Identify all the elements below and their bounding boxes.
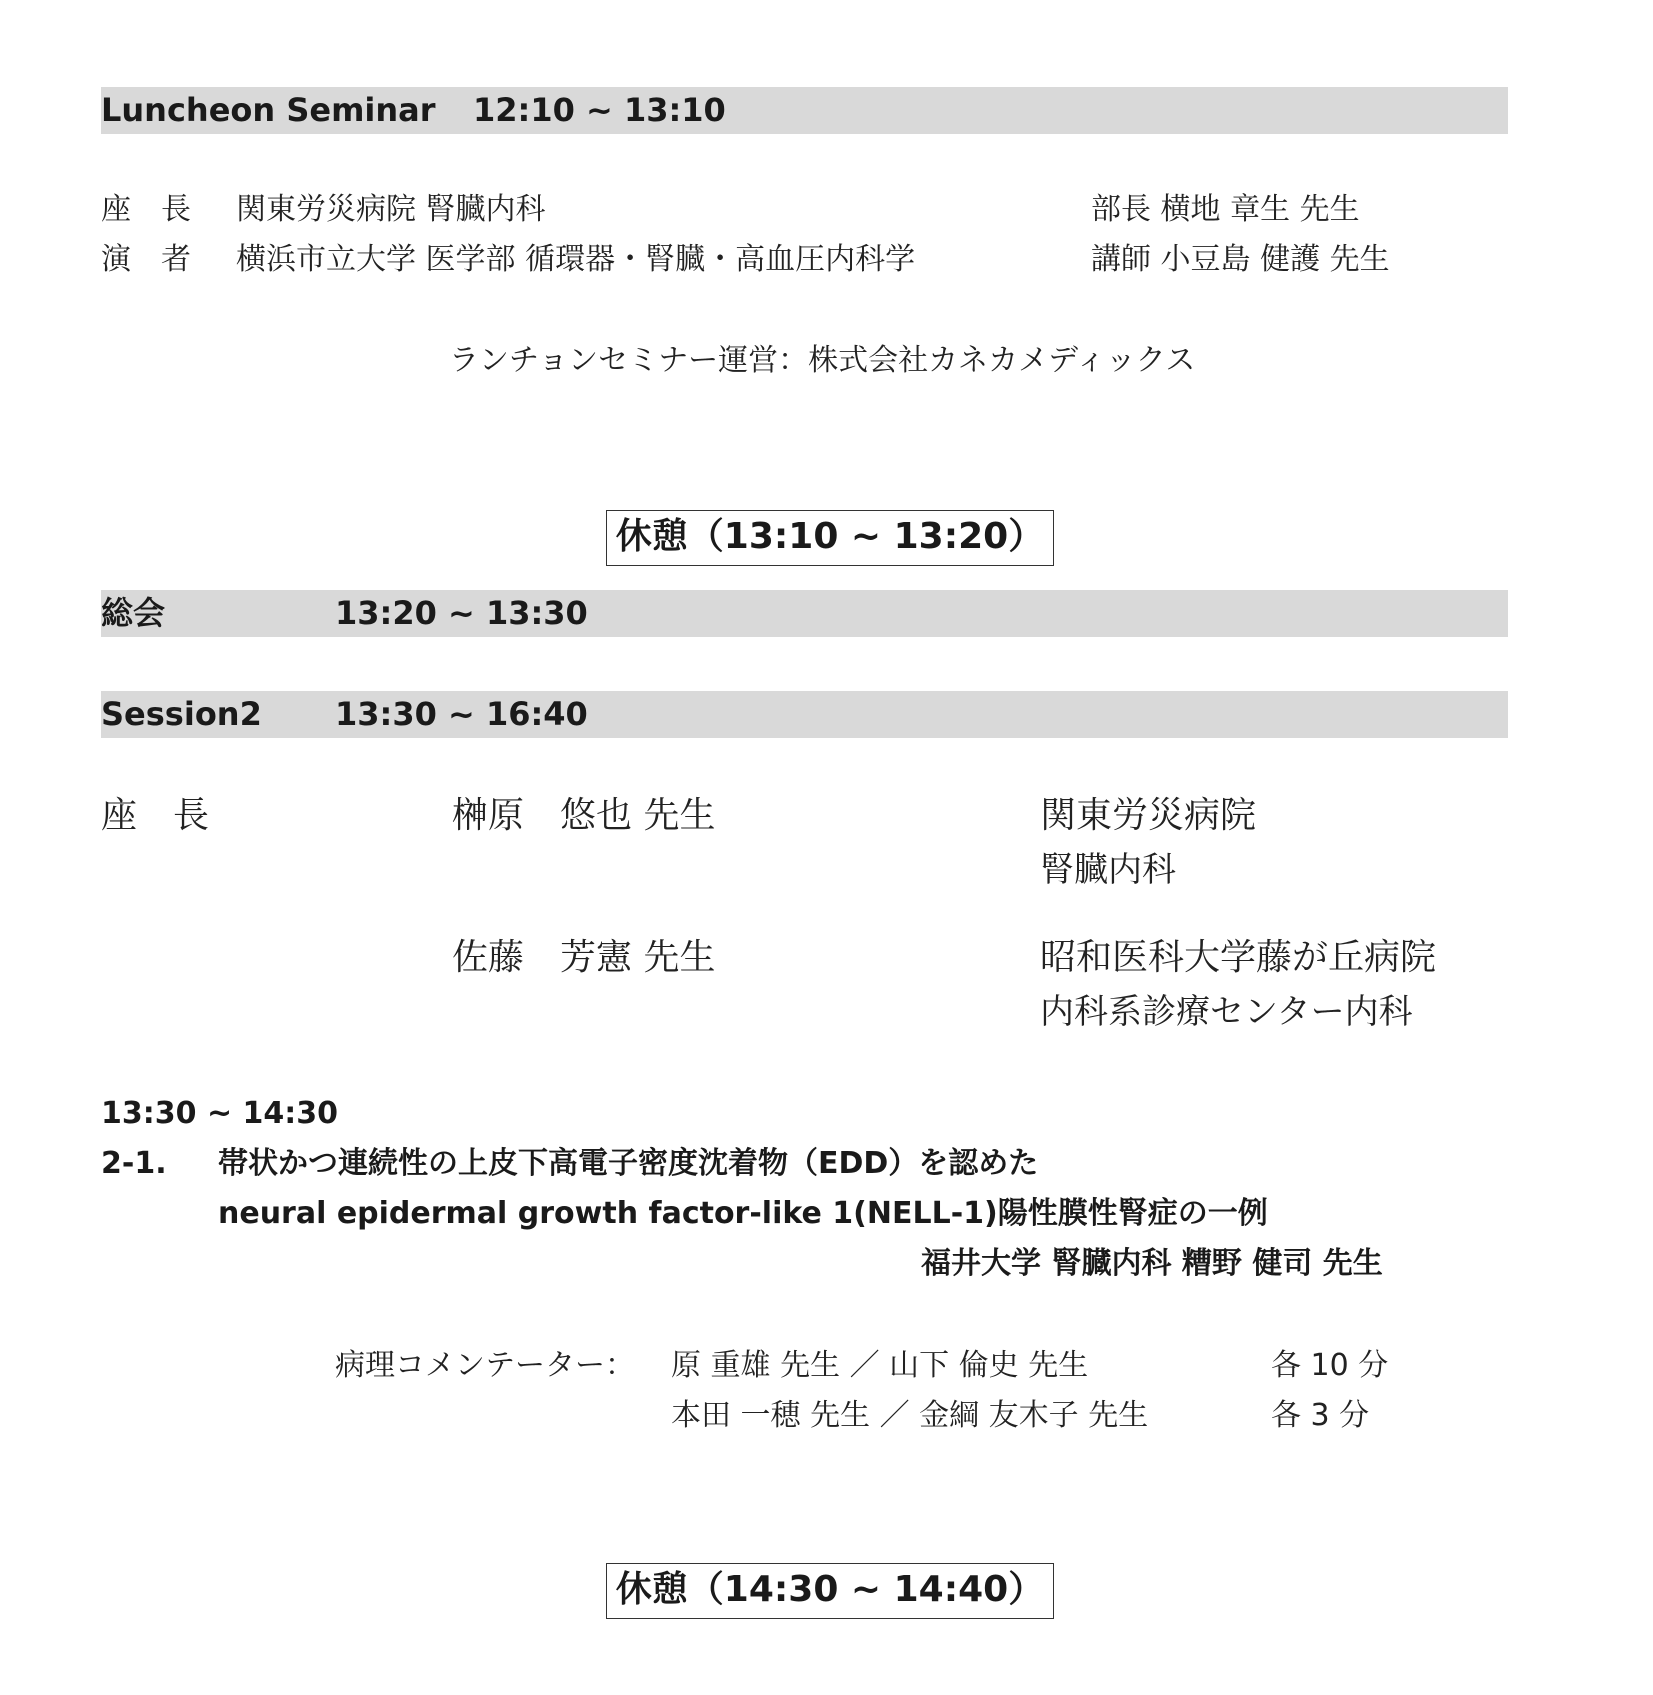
session2-chair-role: 座 長 bbox=[101, 795, 210, 836]
session2-time: 13:30 ~ 16:40 bbox=[335, 695, 588, 733]
session2-chair-2-department: 内科系診療センター内科 bbox=[1040, 992, 1413, 1032]
luncheon-speaker-name: 講師 小豆島 健護 先生 bbox=[1091, 242, 1390, 277]
commentators-duration1: 各 10 分 bbox=[1271, 1348, 1389, 1383]
luncheon-organizer: ランチョンセミナー運営：株式会社カネカメディックス bbox=[449, 343, 1196, 378]
commentators-line2: 本田 一穂 先生 ／ 金綱 友木子 先生 bbox=[671, 1398, 1149, 1433]
luncheon-seminar-header bbox=[101, 87, 1508, 134]
session2-chair-2-affiliation: 昭和医科大学藤が丘病院 bbox=[1040, 937, 1437, 978]
luncheon-speaker-role: 演 者 bbox=[101, 242, 191, 277]
general-meeting-title: 総会 bbox=[101, 594, 166, 632]
session2-chair-1-name: 榊原 悠也 先生 bbox=[452, 795, 716, 836]
general-meeting-time: 13:20 ~ 13:30 bbox=[335, 594, 588, 632]
talk-presenter: 福井大学 腎臓内科 糟野 健司 先生 bbox=[921, 1246, 1383, 1281]
break-box-1: 休憩（13:10 ~ 13:20） bbox=[606, 510, 1054, 566]
session2-chair-1-affiliation: 関東労災病院 bbox=[1040, 795, 1257, 836]
commentator-label: 病理コメンテーター： bbox=[335, 1348, 635, 1383]
session2-chair-1-department: 腎臓内科 bbox=[1040, 850, 1176, 890]
luncheon-chair-affiliation: 関東労災病院 腎臓内科 bbox=[236, 192, 546, 227]
commentators-line1: 原 重雄 先生 ／ 山下 倫史 先生 bbox=[671, 1348, 1089, 1383]
talk-title-line1: 帯状かつ連続性の上皮下高電子密度沈着物（EDD）を認めた bbox=[218, 1146, 1039, 1181]
luncheon-seminar-title: Luncheon Seminar bbox=[101, 91, 436, 129]
talk-number: 2-1. bbox=[101, 1146, 167, 1181]
break-box-2: 休憩（14:30 ~ 14:40） bbox=[606, 1563, 1054, 1619]
session2-chair-2-name: 佐藤 芳憲 先生 bbox=[452, 937, 716, 978]
luncheon-seminar-time: 12:10 ~ 13:10 bbox=[473, 91, 726, 129]
general-meeting-header bbox=[101, 590, 1508, 637]
talk-title-line2: neural epidermal growth factor-like 1(NELL-1)陽性膜性腎症の一例 bbox=[218, 1196, 1268, 1231]
session2-title: Session2 bbox=[101, 695, 262, 733]
luncheon-chair-role: 座 長 bbox=[101, 192, 191, 227]
session2-header bbox=[101, 691, 1508, 738]
luncheon-speaker-affiliation: 横浜市立大学 医学部 循環器・腎臓・高血圧内科学 bbox=[236, 242, 916, 277]
commentators-duration2: 各 3 分 bbox=[1271, 1398, 1370, 1433]
talk-time: 13:30 ~ 14:30 bbox=[101, 1096, 339, 1131]
luncheon-chair-name: 部長 横地 章生 先生 bbox=[1091, 192, 1360, 227]
